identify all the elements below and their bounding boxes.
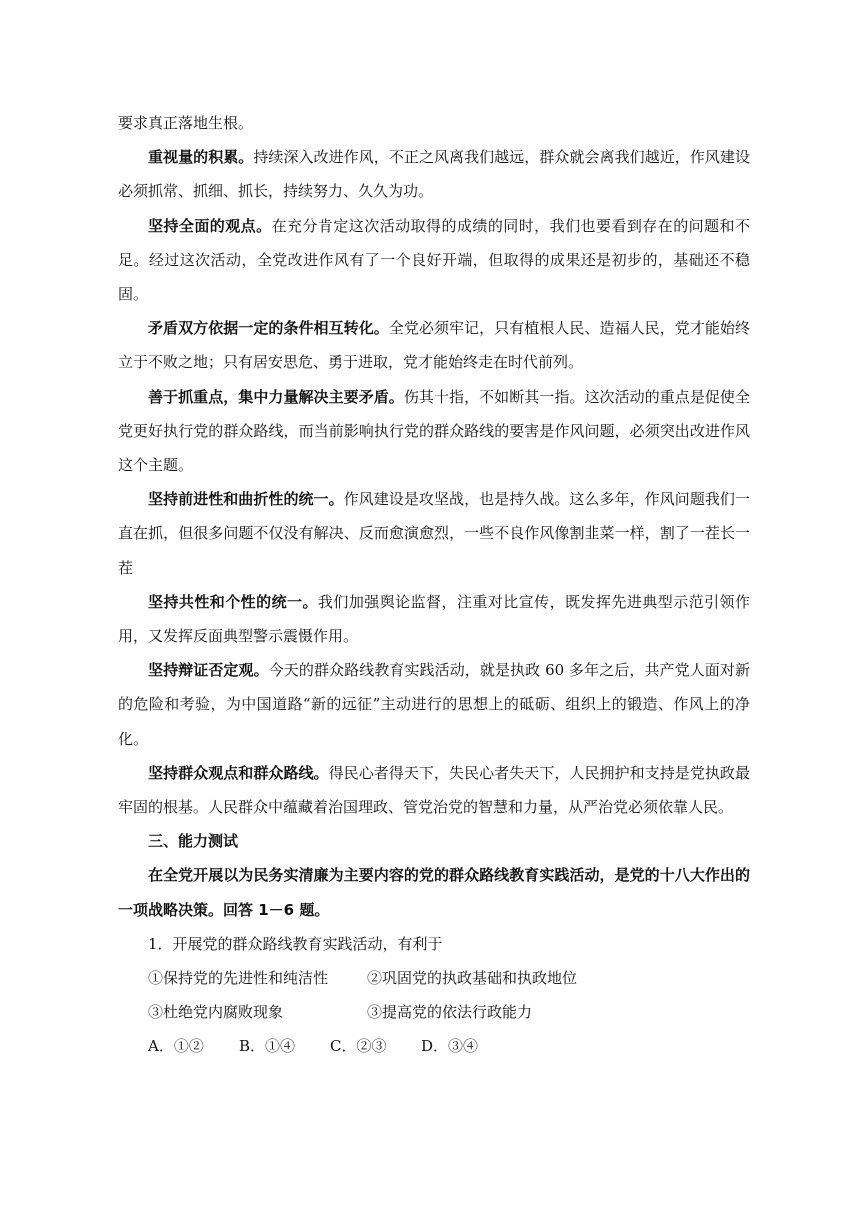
paragraph-lead: 坚持前进性和曲折性的统一。: [148, 490, 344, 509]
paragraph-6: [118, 585, 750, 653]
paragraph-5: [118, 482, 750, 585]
question-intro: 在全党开展以为民务实清廉为主要内容的党的群众路线教育实践活动，是党的十八大作出的一项战略决策。回答 1－6 题。: [118, 866, 750, 919]
option-3: ③杜绝党内腐败现象: [148, 1003, 284, 1022]
section-heading: 三、能力测试: [148, 832, 239, 851]
paragraph-text: 全党必须牢记，只有植根人民、造福人民，党才能始终立于不败之地；只有居安思危、勇于进取，党才能始终走在时代前列。: [118, 319, 750, 372]
choice-d: D．③④: [421, 1037, 479, 1056]
question-1-stem: 1．开展党的群众路线教育实践活动，有利于: [148, 934, 443, 953]
paragraph-lead: 坚持全面的观点。: [148, 216, 272, 235]
choice-c: C．②③: [330, 1037, 387, 1056]
paragraph-2: [118, 209, 750, 312]
question-1-options-row-2: [118, 995, 750, 1029]
paragraph-text: 作风建设是攻坚战，也是持久战。这么多年，作风问题我们一直在抓，但很多问题不仅没有解决、反而愈演愈烈，一些不良作风像割韭菜一样，割了一茬长一茬: [118, 490, 750, 577]
paragraph-lead: 坚持辩证否定观。: [148, 661, 269, 680]
paragraph-8: [118, 756, 750, 824]
option-1: ①保持党的先进性和纯洁性: [148, 969, 329, 988]
paragraph-3: [118, 311, 750, 379]
option-2: ②巩固党的执政基础和执政地位: [367, 969, 578, 988]
paragraph-7: [118, 653, 750, 756]
document-page: [118, 106, 750, 1064]
intro-tail: 要求真正落地生根。: [118, 114, 254, 132]
question-1-choices: [118, 1029, 750, 1063]
choice-b: B．①④: [239, 1037, 296, 1056]
paragraph-4: [118, 380, 750, 483]
choice-a: A．①②: [148, 1037, 204, 1056]
paragraph-text: 我们加强舆论监督，注重对比宣传，既发挥先进典型示范引领作用，又发挥反面典型警示震慑作用。: [118, 592, 750, 646]
paragraph-text: 今天的群众路线教育实践活动，就是执政 60 多年之后，共产党人面对新的危险和考验，为中国道路“新的远征”主动进行的思想上的砥砺、组织上的锻造、作风上的净化。: [118, 661, 750, 748]
question-1-options-row-1: [118, 961, 750, 995]
option-4: ③提高党的依法行政能力: [367, 1003, 533, 1022]
paragraph-lead: 矛盾双方依据一定的条件相互转化。: [148, 319, 389, 338]
paragraph-text: 得民心者得天下，失民心者失天下，人民拥护和支持是党执政最牢固的根基。人民群众中蕴藏着治国理政、管党治党的智慧和力量，从严治党必须依靠人民。: [118, 763, 750, 817]
paragraph-text: 持续深入改进作风，不正之风离我们越远，群众就会离我们越近，作风建设必须抓常、抓细、抓长，持续努力、久久为功。: [118, 148, 750, 201]
paragraph-text: 伤其十指，不如断其一指。这次活动的重点是促使全党更好执行党的群众路线，而当前影响执行党的群众路线的要害是作风问题，必须突出改进作风这个主题。: [118, 387, 750, 475]
paragraph-lead: 坚持共性和个性的统一。: [148, 592, 318, 611]
paragraph-lead: 善于抓重点，集中力量解决主要矛盾。: [148, 387, 404, 406]
paragraph-1: [118, 140, 750, 208]
paragraph-text: 在充分肯定这次活动取得的成绩的同时，我们也要看到存在的问题和不足。经过这次活动，全党改进作风有了一个良好开端，但取得的成果还是初步的，基础还不稳固。: [118, 216, 750, 304]
paragraph-lead: 重视量的积累。: [148, 148, 254, 167]
paragraph-lead: 坚持群众观点和群众路线。: [148, 763, 329, 782]
